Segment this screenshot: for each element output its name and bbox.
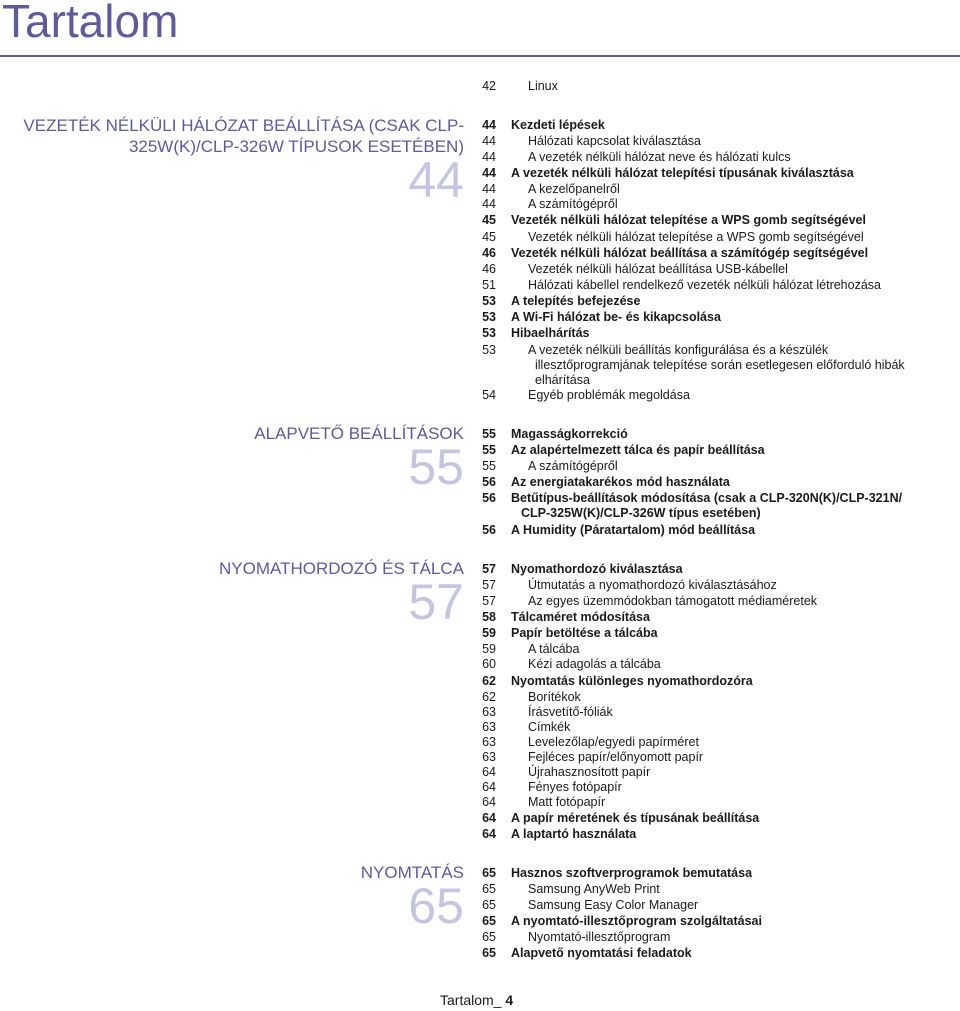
section-heading-text: 325W(K)/CLP-326W TÍPUSOK ESETÉBEN): [128, 137, 464, 156]
toc-label: Nyomtatás különleges nyomathordozóra: [511, 674, 753, 688]
toc-page: 53: [482, 343, 496, 357]
toc-label: Címkék: [528, 720, 571, 734]
toc-page: 46: [482, 262, 496, 276]
page-footer: [440, 992, 513, 1008]
toc-label: Papír betöltése a tálcába: [511, 626, 658, 640]
toc-page: 53: [482, 326, 496, 340]
toc-page: 51: [482, 278, 496, 292]
toc-page: 63: [482, 735, 496, 749]
toc-page: 59: [482, 642, 496, 656]
toc-label-multiline: [528, 343, 905, 388]
toc-label: Írásvetítő-fóliák: [528, 705, 613, 719]
toc-label: Vezeték nélküli hálózat beállítása USB-kábellel: [528, 262, 788, 276]
toc-entry[interactable]: [478, 491, 958, 523]
toc-label: Hálózati kábellel rendelkező vezeték nélküli hálózat létrehozása: [528, 278, 881, 292]
section-page-number: 55: [408, 439, 464, 495]
toc-page: 64: [482, 780, 496, 794]
toc-page: 63: [482, 705, 496, 719]
toc-page: 53: [482, 294, 496, 308]
toc-label: Magasságkorrekció: [511, 427, 628, 441]
toc-label: Kezdeti lépések: [511, 118, 605, 132]
toc-label: Hibaelhárítás: [511, 326, 590, 340]
toc-label: Samsung Easy Color Manager: [528, 898, 699, 912]
toc-label: A laptartó használata: [511, 827, 637, 841]
footer-page-number: 4: [505, 992, 514, 1008]
toc-page: 45: [482, 230, 496, 244]
toc-label: A tálcába: [528, 642, 580, 656]
toc-page: 65: [482, 898, 496, 912]
toc-entry[interactable]: [478, 343, 958, 389]
toc-label: A telepítés befejezése: [511, 294, 641, 308]
toc-page: 53: [482, 310, 496, 324]
toc-label: Hálózati kapcsolat kiválasztása: [528, 134, 701, 148]
toc-label: Egyéb problémák megoldása: [528, 388, 690, 402]
toc-label: Újrahasznosított papír: [528, 765, 651, 779]
toc-label: Samsung AnyWeb Print: [528, 882, 660, 896]
section-heading-text: ALAPVETŐ BEÁLLÍTÁSOK: [254, 424, 464, 443]
toc-label: Fejléces papír/előnyomott papír: [528, 750, 704, 764]
section-heading-media-tray: [219, 558, 464, 630]
toc-label: Vezeték nélküli hálózat telepítése a WPS gomb segítségével: [511, 213, 866, 227]
toc-page: 59: [482, 626, 496, 640]
section-heading-printing: [360, 862, 464, 934]
toc-page: 57: [482, 594, 496, 608]
toc-page: 44: [482, 150, 496, 164]
toc-page: 63: [482, 720, 496, 734]
section-heading-text: VEZETÉK NÉLKÜLI HÁLÓZAT BEÁLLÍTÁSA (CSAK CLP-: [23, 116, 464, 135]
toc-label: A Humidity (Páratartalom) mód beállítása: [511, 523, 756, 537]
toc-page: 65: [482, 946, 496, 960]
toc-label: A nyomtató-illesztőprogram szolgáltatásai: [511, 914, 762, 928]
toc-page: 56: [482, 523, 496, 537]
toc-label: Vezeték nélküli hálózat beállítása a számítógép segítségével: [511, 246, 869, 260]
toc-page: 54: [482, 388, 496, 402]
toc-page: 65: [482, 914, 496, 928]
toc-page: 56: [482, 475, 496, 489]
toc-label: A vezeték nélküli hálózat neve és hálózati kulcs: [528, 150, 791, 164]
toc-page: 44: [482, 118, 496, 132]
toc-label: Hasznos szoftverprogramok bemutatása: [511, 866, 753, 880]
section-page-number: 57: [408, 574, 464, 630]
toc-label: Az egyes üzemmódokban támogatott médiaméretek: [528, 594, 818, 608]
toc-page: 62: [482, 674, 496, 688]
toc-label: Matt fotópapír: [528, 795, 606, 809]
toc-page: 64: [482, 811, 496, 825]
toc-label: Alapvető nyomtatási feladatok: [511, 946, 692, 960]
toc-page: 64: [482, 795, 496, 809]
section-page-number: 44: [408, 152, 464, 208]
page-title: Tartalom: [2, 0, 179, 47]
toc-page: 44: [482, 182, 496, 196]
toc-page: 55: [482, 443, 496, 457]
toc-page: 42: [482, 79, 496, 93]
toc-label: Nyomathordozó kiválasztása: [511, 562, 683, 576]
toc-label-multiline: [511, 491, 902, 521]
toc-label: illesztőprogramjának telepítése során esetlegesen előforduló hibák: [535, 358, 905, 372]
toc-label: Vezeték nélküli hálózat telepítése a WPS gomb segítségével: [528, 230, 864, 244]
toc-page: 55: [482, 459, 496, 473]
toc-page: 44: [482, 197, 496, 211]
toc-page: 55: [482, 427, 496, 441]
toc-page: 57: [482, 578, 496, 592]
toc-page: 64: [482, 765, 496, 779]
section-heading-text: NYOMATHORDOZÓ ÉS TÁLCA: [219, 559, 464, 578]
toc-page: 65: [482, 930, 496, 944]
toc-label: Útmutatás a nyomathordozó kiválasztásához: [528, 578, 777, 592]
toc-page: 56: [482, 491, 496, 505]
toc-label: elhárítása: [535, 373, 590, 387]
toc-page: 62: [482, 690, 496, 704]
toc-label: Nyomtató-illesztőprogram: [528, 930, 671, 944]
toc-page: 57: [482, 562, 496, 576]
toc-page: 45: [482, 213, 496, 227]
toc-label: Betűtípus-beállítások módosítása (csak a CLP-320N(K)/CLP-321N/: [511, 491, 903, 505]
toc-label: Levelezőlap/egyedi papírméret: [528, 735, 699, 749]
toc-label: Borítékok: [528, 690, 581, 704]
toc-page: 65: [482, 866, 496, 880]
section-heading-wireless: [23, 115, 464, 208]
toc-label: Tálcaméret módosítása: [511, 610, 650, 624]
title-divider: [0, 55, 960, 57]
toc-label: Kézi adagolás a tálcába: [528, 657, 661, 671]
toc-page: 44: [482, 134, 496, 148]
toc-page: 63: [482, 750, 496, 764]
toc-label: CLP-325W(K)/CLP-326W típus esetében): [521, 506, 761, 520]
toc-label: A vezeték nélküli beállítás konfigurálása és a készülék: [528, 343, 829, 357]
section-page-number: 65: [408, 878, 464, 934]
toc-page: 46: [482, 246, 496, 260]
toc-label: A papír méretének és típusának beállítása: [511, 811, 760, 825]
toc-label: A kezelőpanelről: [528, 182, 620, 196]
toc-label: Fényes fotópapír: [528, 780, 622, 794]
toc-page: 60: [482, 657, 496, 671]
toc-label: Az energiatakarékos mód használata: [511, 475, 730, 489]
toc-label: A számítógépről: [528, 197, 618, 211]
toc-page: 58: [482, 610, 496, 624]
toc-page: 65: [482, 882, 496, 896]
toc-label: A számítógépről: [528, 459, 618, 473]
footer-label: Tartalom_: [440, 992, 502, 1008]
toc-label: Linux: [528, 79, 558, 93]
toc-page: 44: [482, 166, 496, 180]
toc-page: 64: [482, 827, 496, 841]
toc-label: A Wi-Fi hálózat be- és kikapcsolása: [511, 310, 721, 324]
section-heading-text: NYOMTATÁS: [360, 863, 464, 882]
toc-label: A vezeték nélküli hálózat telepítési típusának kiválasztása: [511, 166, 854, 180]
section-heading-basic-settings: [254, 423, 464, 495]
toc-label: Az alapértelmezett tálca és papír beállítása: [511, 443, 765, 457]
